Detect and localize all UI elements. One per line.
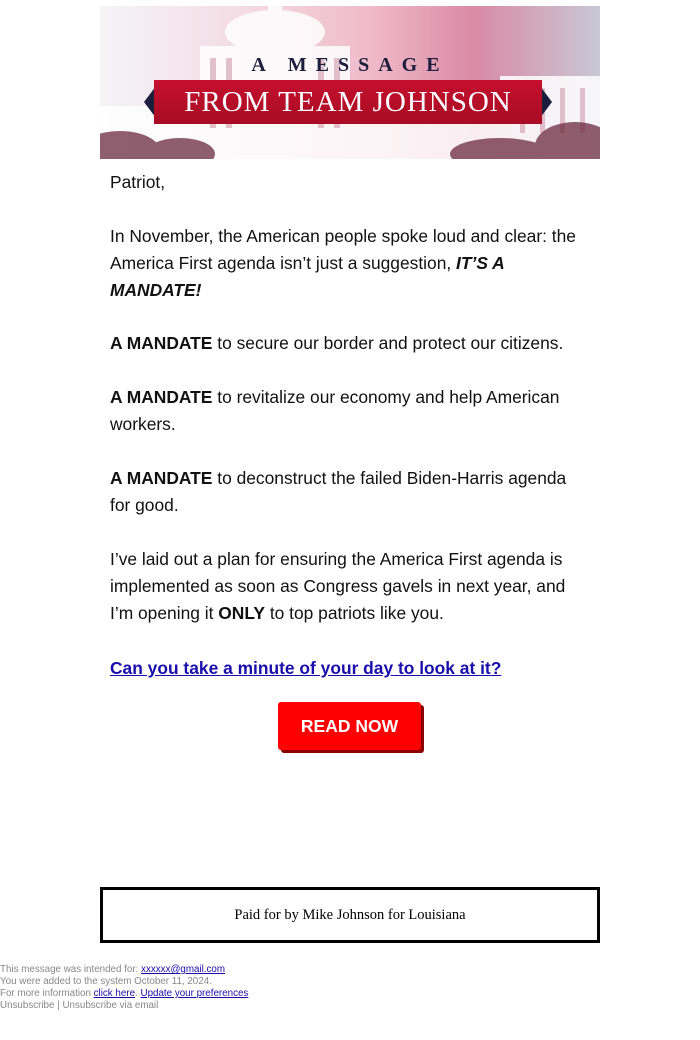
mandate-label: A MANDATE bbox=[110, 468, 213, 488]
footer-comma: . bbox=[135, 988, 141, 999]
footer-intended-line bbox=[0, 964, 400, 976]
footer-added-line: You were added to the system October 11, 2024. bbox=[0, 976, 212, 987]
mandate-emphasis: IT’S A MANDATE! bbox=[110, 253, 505, 300]
email-footer bbox=[0, 964, 400, 1012]
cta-link[interactable]: Can you take a minute of your day to look at it? bbox=[110, 658, 502, 678]
recipient-email-link[interactable]: xxxxxx@gmail.com bbox=[141, 964, 226, 975]
mandate-text: to revitalize our economy and help American workers. bbox=[110, 387, 560, 434]
footer-separator: | bbox=[54, 1000, 63, 1011]
paragraph-plan bbox=[110, 546, 590, 627]
unsubscribe-link[interactable]: Unsubscribe bbox=[0, 1000, 55, 1011]
banner-headline: A MESSAGE bbox=[251, 54, 449, 76]
footer-more-info-line bbox=[0, 988, 400, 1000]
paragraph-mandate-3 bbox=[110, 465, 590, 519]
read-now-button[interactable]: READ NOW bbox=[278, 702, 421, 750]
plan-text: I’ve laid out a plan for ensuring the America First agenda is implemented as soon as Congress gavels in next year, and I’m opening it bbox=[110, 549, 566, 623]
plan-text-end: to top patriots like you. bbox=[265, 603, 444, 623]
mandate-label: A MANDATE bbox=[110, 333, 213, 353]
footer-intended-label: This message was intended for: bbox=[0, 964, 142, 975]
footer-unsubscribe-line bbox=[0, 1000, 400, 1012]
update-preferences-link[interactable]: Update your preferences bbox=[140, 988, 249, 999]
header-banner bbox=[100, 6, 600, 159]
mandate-text: to secure our border and protect our citizens. bbox=[212, 333, 564, 353]
paid-for-disclaimer: Paid for by Mike Johnson for Louisiana bbox=[100, 887, 600, 943]
unsubscribe-email-link[interactable]: Unsubscribe via email bbox=[62, 1000, 159, 1011]
only-emphasis: ONLY bbox=[218, 603, 265, 623]
click-here-link[interactable]: click here bbox=[93, 988, 136, 999]
paragraph-intro bbox=[110, 223, 590, 304]
banner-ribbon: FROM TEAM JOHNSON bbox=[154, 80, 542, 124]
footer-more-info-label: For more information bbox=[0, 988, 94, 999]
paragraph-mandate-1 bbox=[110, 330, 590, 357]
paragraph-intro-text: In November, the American people spoke loud and clear: the America First agenda isn’t just a suggestion, bbox=[110, 226, 576, 273]
mandate-text: to deconstruct the failed Biden-Harris agenda for good. bbox=[110, 468, 567, 515]
mandate-label: A MANDATE bbox=[110, 387, 213, 407]
greeting: Patriot, bbox=[110, 172, 166, 192]
paragraph-mandate-2 bbox=[110, 384, 590, 438]
